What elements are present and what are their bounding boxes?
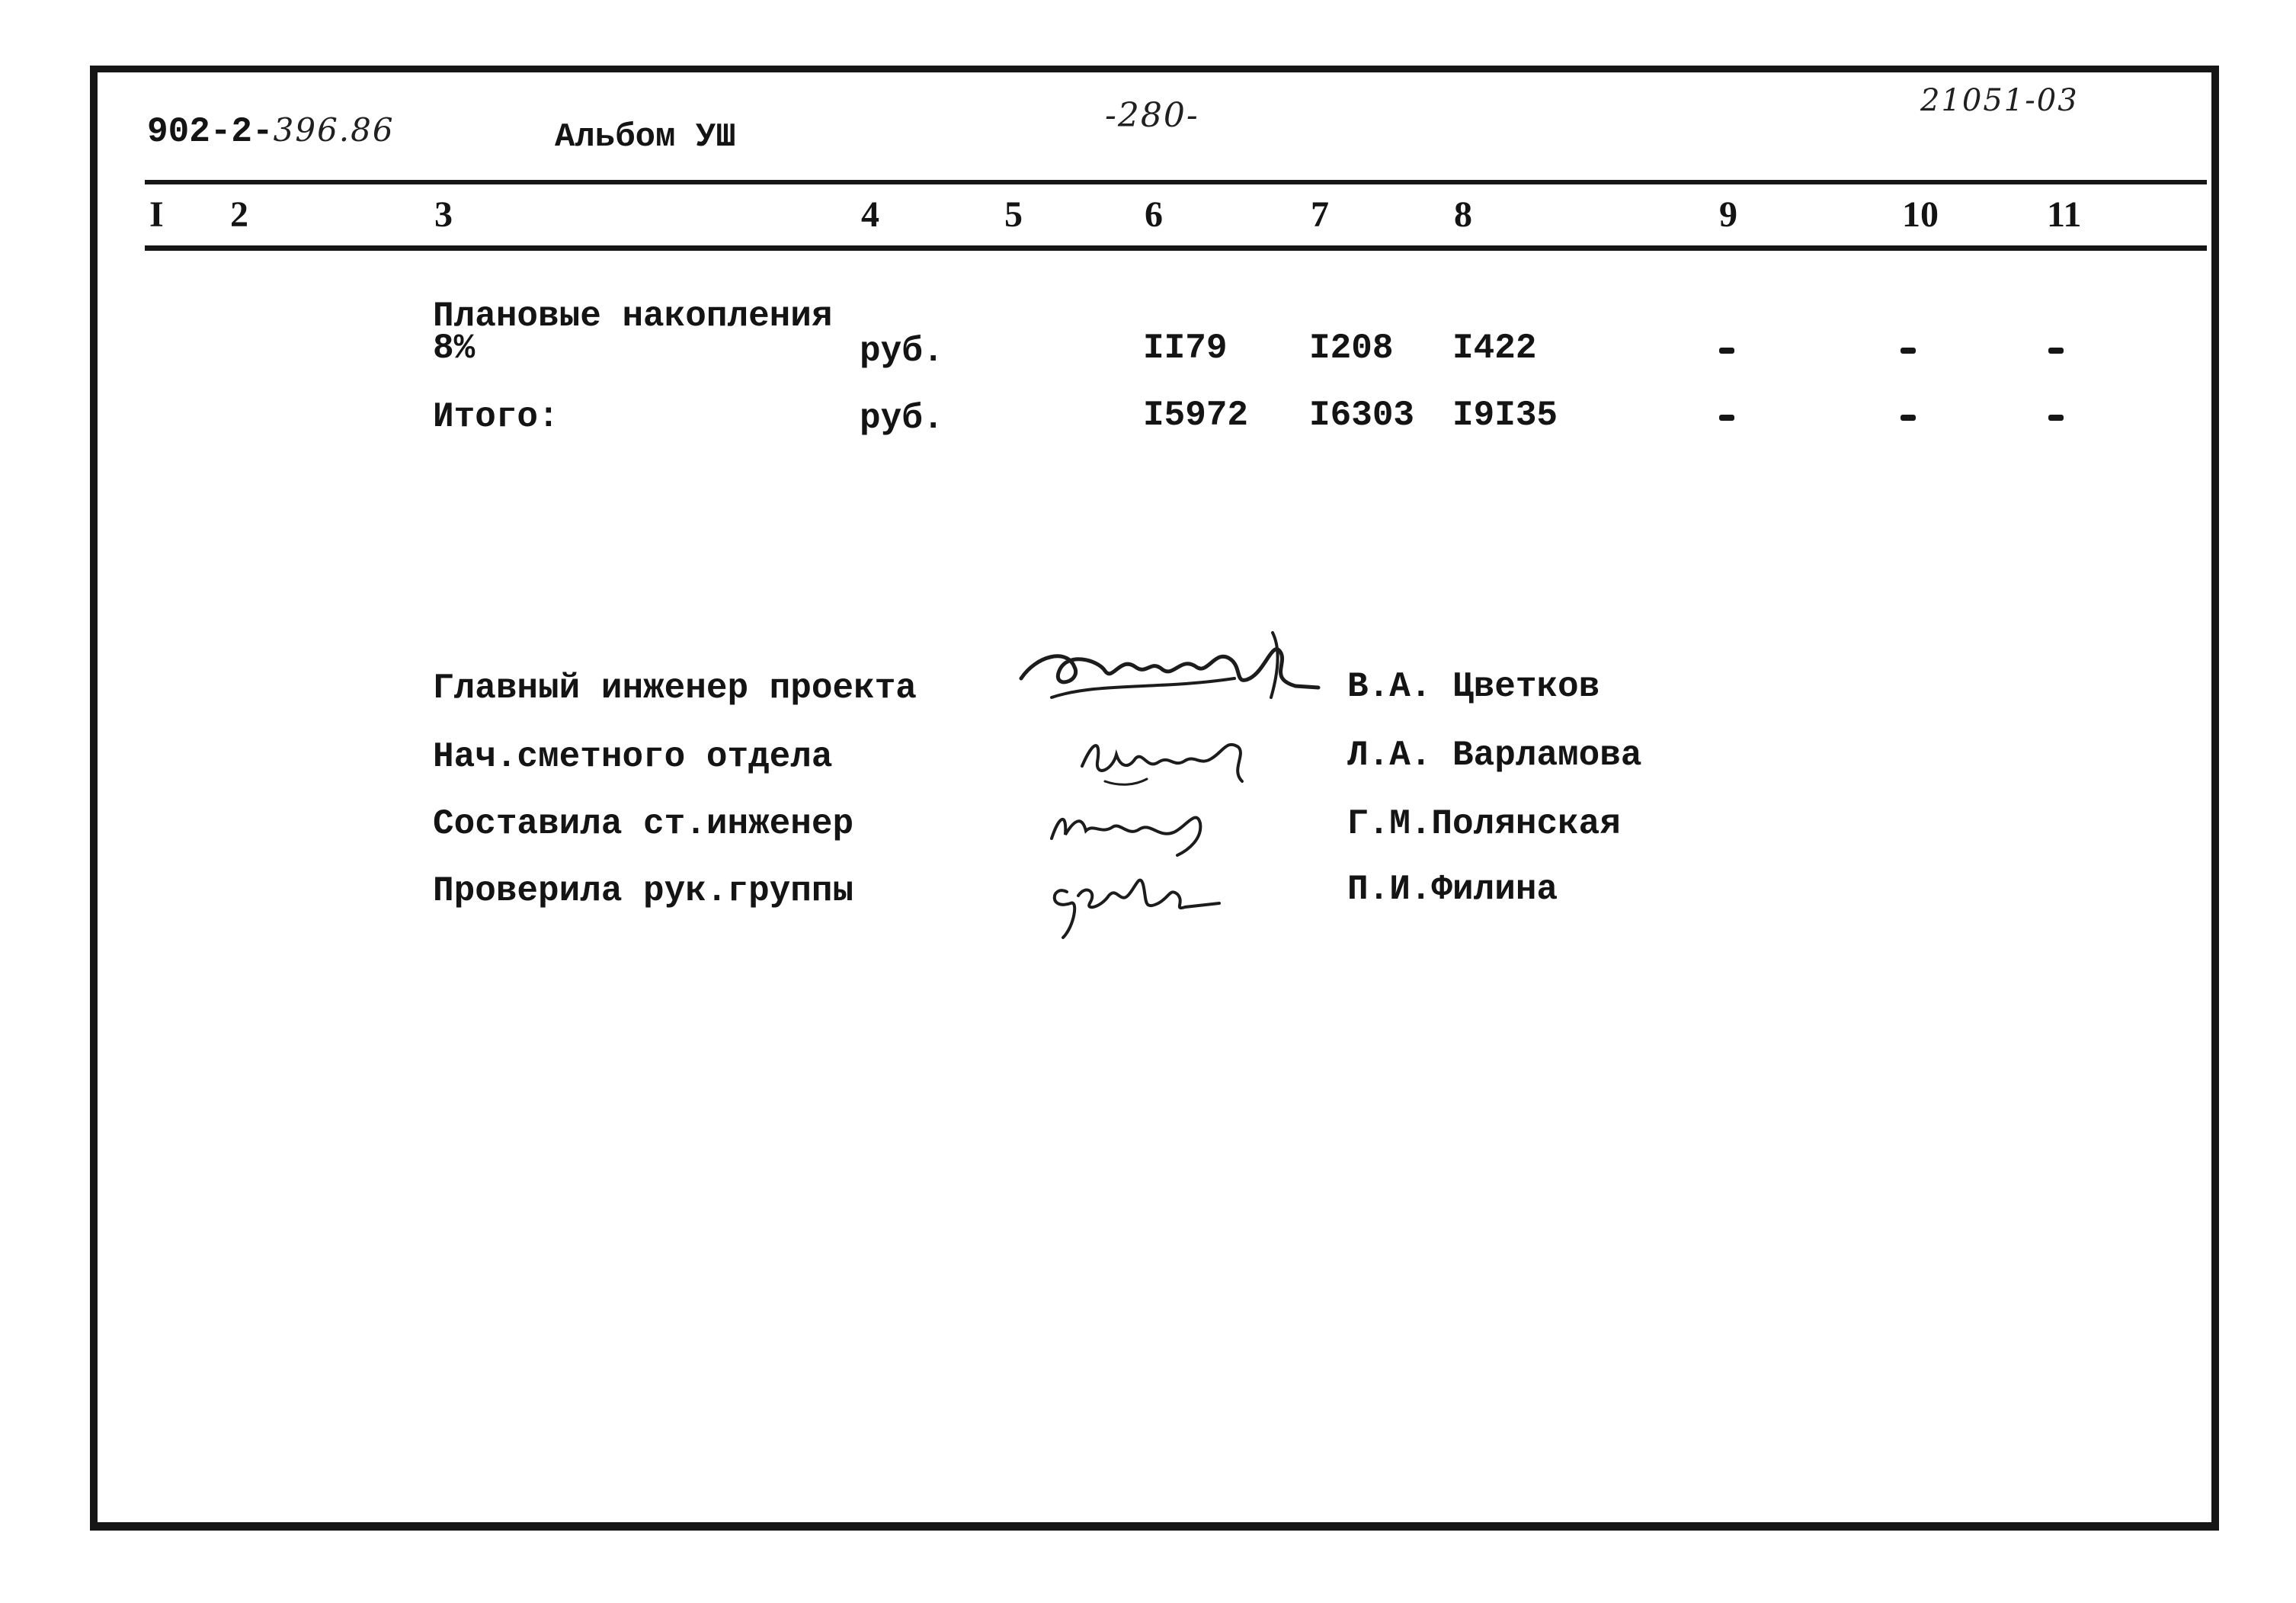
sign-name-checker: П.И.Филина — [1347, 870, 1558, 909]
sign-role-compiler: Составила ст.инженер — [433, 804, 854, 844]
col-header-2: 2 — [230, 194, 248, 235]
sign-role-estimate-head: Нач.сметного отдела — [433, 737, 833, 777]
sign-name-chief-engineer: В.А. Цветков — [1347, 667, 1600, 707]
col-header-5: 5 — [1004, 194, 1023, 235]
sign-role-checker: Проверила рук.группы — [433, 871, 854, 911]
sign-name-estimate-head: Л.А. Варламова — [1347, 736, 1642, 775]
row2-col8: I9I35 — [1452, 396, 1558, 435]
doc-code-prefix: 902-2- — [147, 112, 274, 152]
doc-code-handwritten: 396.86 — [273, 111, 395, 149]
row2-unit: руб. — [860, 399, 944, 438]
row1-col11-dash — [2048, 348, 2064, 354]
row1-col6: II79 — [1143, 329, 1228, 368]
col-header-6: 6 — [1145, 194, 1163, 235]
row2-col9-dash — [1719, 415, 1734, 421]
row1-col8: I422 — [1452, 329, 1537, 368]
col-header-1: I — [149, 194, 164, 235]
row2-col11-dash — [2048, 415, 2064, 421]
album-title: Альбом УШ — [555, 118, 736, 156]
col-header-9: 9 — [1719, 194, 1737, 235]
signature-estimate-head — [1074, 724, 1257, 793]
sign-name-compiler: Г.М.Полянская — [1347, 804, 1621, 844]
col-header-4: 4 — [861, 194, 879, 235]
row2-name: Итого: — [433, 397, 559, 437]
header-rule-bottom — [145, 245, 2207, 251]
row1-unit: руб. — [860, 332, 944, 371]
header-rule-top — [145, 180, 2207, 184]
col-header-11: 11 — [2047, 194, 2082, 235]
col-header-7: 7 — [1311, 194, 1329, 235]
signature-chief-engineer — [1006, 625, 1326, 709]
signature-checker — [1044, 858, 1242, 941]
row2-col10-dash — [1901, 415, 1916, 421]
col-header-3: 3 — [434, 194, 453, 235]
row2-col6: I5972 — [1143, 396, 1249, 435]
row1-col9-dash — [1719, 348, 1734, 354]
col-header-8: 8 — [1454, 194, 1472, 235]
doc-code — [147, 111, 395, 152]
col-header-10: 10 — [1902, 194, 1939, 235]
row1-name-line1: Плановые накопления — [433, 297, 833, 336]
row2-col7: I6303 — [1309, 396, 1415, 435]
sign-role-chief-engineer: Главный инженер проекта — [433, 668, 917, 708]
row1-name-line2: 8% — [433, 329, 476, 368]
row1-col7: I208 — [1309, 329, 1394, 368]
signature-compiler — [1044, 793, 1219, 861]
archive-number: 21051-03 — [1920, 83, 2079, 118]
row1-col10-dash — [1901, 348, 1916, 354]
page-number: -280- — [1105, 96, 1199, 135]
